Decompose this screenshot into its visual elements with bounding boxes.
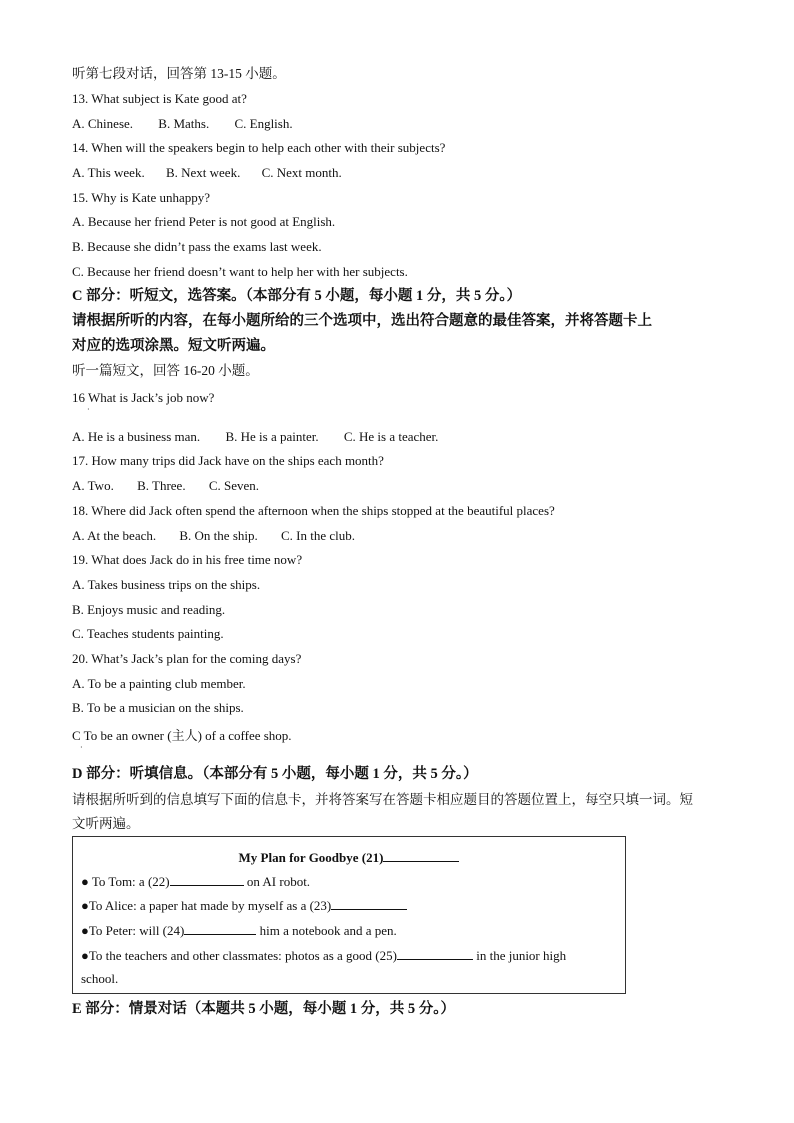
section-d-heading: D 部分：听填信息。（本部分有 5 小题，每小题 1 分，共 5 分。） [72, 766, 478, 782]
decorative-dot: · [87, 405, 90, 414]
card-line-teachers-cont: school. [81, 971, 119, 986]
question-19-option-c: C. Teaches students painting. [72, 626, 224, 641]
question-13-options [72, 116, 293, 132]
question-14-options [72, 165, 342, 181]
option-c: C. English. [234, 116, 293, 131]
question-20-option-b: B. To be a musician on the ships. [72, 700, 244, 715]
option-b: B. Three. [137, 478, 186, 493]
card-line-alice [81, 897, 617, 914]
question-19-option-a: A. Takes business trips on the ships. [72, 577, 261, 592]
option-a: A. Two. [72, 478, 114, 493]
section-c-instruction-2: 对应的选项涂黑。短文听两遍。 [72, 338, 275, 354]
section-c-instruction-1: 请根据所听的内容，在每小题所给的三个选项中，选出符合题意的最佳答案，并将答题卡上 [72, 313, 652, 329]
card-tom-prefix: ● To Tom: a (22) [81, 874, 170, 889]
blank-22 [170, 873, 244, 886]
question-16: 16 What is Jack’s job now? [72, 390, 215, 405]
section-e-heading: E 部分：情景对话（本题共 5 小题，每小题 1 分，共 5 分。） [72, 1001, 456, 1017]
question-18-options [72, 528, 355, 544]
question-15-option-a: A. Because her friend Peter is not good at English. [72, 214, 336, 229]
card-title-text: My Plan for Goodbye (21) [238, 850, 384, 865]
option-c: C. In the club. [281, 528, 356, 543]
option-a: A. At the beach. [72, 528, 157, 543]
question-15-option-b: B. Because she didn’t pass the exams last week. [72, 239, 322, 254]
information-card [72, 836, 626, 994]
question-14: 14. When will the speakers begin to help each other with their subjects? [72, 140, 446, 155]
question-18: 18. Where did Jack often spend the afternoon when the ships stopped at the beautiful places? [72, 503, 555, 518]
passage-intro: 听一篇短文，回答 16-20 小题。 [72, 363, 259, 378]
question-19-option-b: B. Enjoys music and reading. [72, 602, 226, 617]
option-a: A. This week. [72, 165, 145, 180]
blank-24 [184, 922, 256, 935]
option-a: A. Chinese. [72, 116, 134, 131]
question-20-option-c: C To be an owner (主人) of a coffee shop. [72, 728, 292, 743]
option-b: B. Maths. [158, 116, 210, 131]
decorative-dot: · [80, 743, 83, 752]
card-alice-prefix: ●To Alice: a paper hat made by myself as a (23) [81, 898, 332, 913]
option-c: C. Next month. [261, 165, 342, 180]
card-tom-suffix: on AI robot. [243, 874, 311, 889]
section-c-heading: C 部分：听短文，选答案。（本部分有 5 小题，每小题 1 分，共 5 分。） [72, 288, 522, 304]
question-16-options [72, 429, 438, 445]
blank-23 [331, 897, 407, 910]
card-line-tom [81, 873, 617, 890]
question-20: 20. What’s Jack’s plan for the coming days? [72, 651, 302, 666]
card-teachers-suffix: in the junior high [472, 948, 567, 963]
card-line-peter [81, 922, 617, 939]
question-15: 15. Why is Kate unhappy? [72, 190, 211, 205]
dialogue7-intro: 听第七段对话，回答第 13-15 小题。 [72, 66, 286, 81]
question-17-options [72, 478, 259, 494]
option-a: A. He is a business man. [72, 429, 201, 444]
option-c: C. Seven. [208, 478, 260, 493]
card-title [73, 849, 625, 866]
option-b: B. He is a painter. [225, 429, 319, 444]
blank-25 [397, 947, 473, 960]
option-c: C. He is a teacher. [343, 429, 439, 444]
question-15-option-c: C. Because her friend doesn’t want to help her with her subjects. [72, 264, 408, 279]
option-b: B. On the ship. [179, 528, 258, 543]
card-peter-suffix: him a notebook and a pen. [256, 923, 397, 938]
option-b: B. Next week. [165, 165, 241, 180]
blank-21 [383, 849, 459, 862]
section-d-instruction-2: 文听两遍。 [72, 816, 140, 831]
question-20-option-a: A. To be a painting club member. [72, 676, 246, 691]
question-17: 17. How many trips did Jack have on the ships each month? [72, 453, 384, 468]
card-teachers-prefix: ●To the teachers and other classmates: photos as a good (25) [81, 948, 397, 963]
section-d-instruction-1: 请根据所听到的信息填写下面的信息卡，并将答案写在答题卡相应题目的答题位置上，每空只填一词。短 [72, 792, 693, 807]
question-19: 19. What does Jack do in his free time now? [72, 552, 303, 567]
card-line-teachers [81, 947, 617, 964]
card-peter-prefix: ●To Peter: will (24) [81, 923, 185, 938]
question-13: 13. What subject is Kate good at? [72, 91, 247, 106]
